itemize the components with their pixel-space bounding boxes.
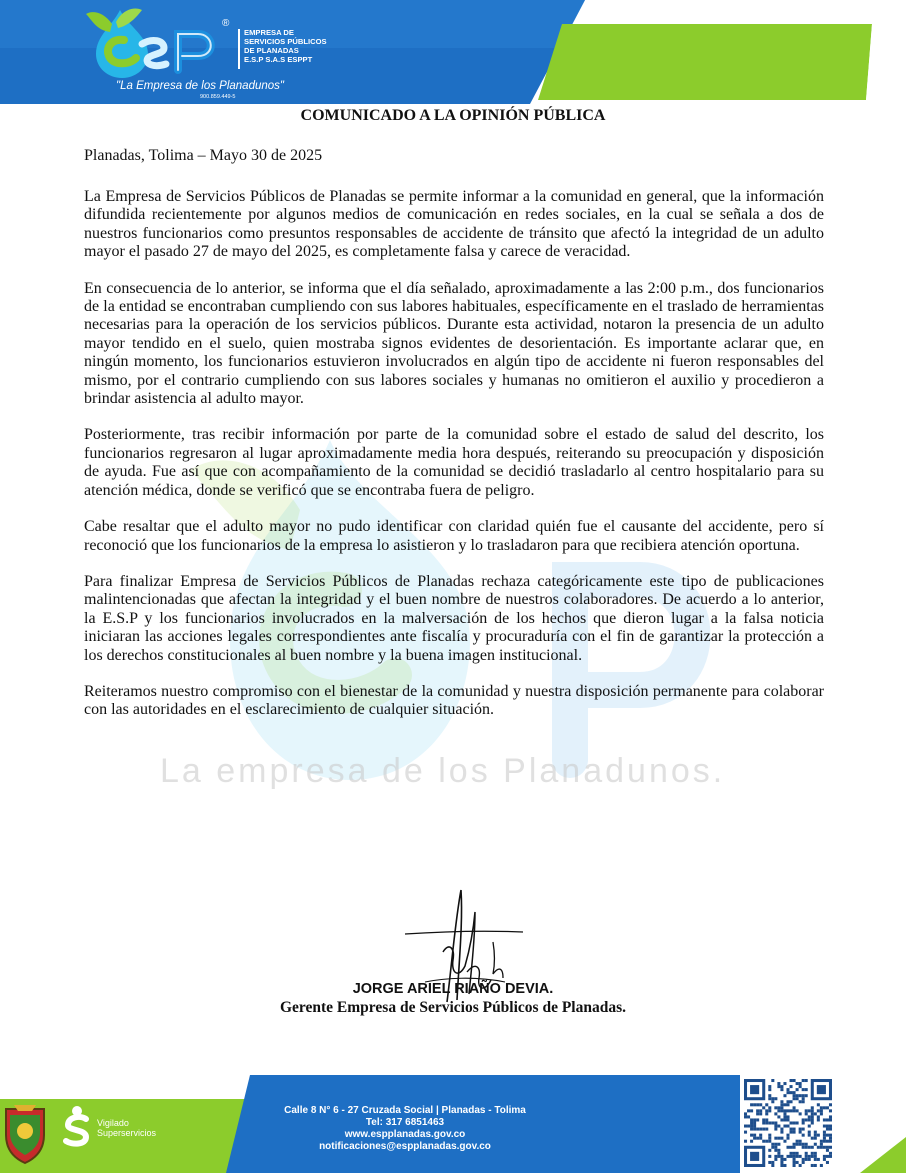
brand-divider bbox=[238, 29, 240, 69]
document-title: COMUNICADO A LA OPINIÓN PÚBLICA bbox=[300, 107, 606, 124]
paragraph: Cabe resaltar que el adulto mayor no pudo identificar con claridad quién fue el causante del accidente, pero sí reconoció que los funcionarios de la empresa lo asistieron y lo trasladaron para que recibiera atención oportuna. bbox=[84, 518, 824, 554]
letterhead-header bbox=[0, 0, 906, 104]
brand-line: EMPRESA DE bbox=[244, 28, 294, 37]
paragraph: Posteriormente, tras recibir información por parte de la comunidad sobre el estado de salud del descrito, los funcionarios regresaron al lugar aproximadamente media hora después, reiterando su preocupación y disposición de ayuda. Fue así que con acompañamiento de la comunidad se decidió trasladarlo al centro hospitalario para su atención médica, donde se verificó que se encontraba fuera de peligro. bbox=[84, 426, 824, 499]
municipal-crest-icon bbox=[2, 1101, 48, 1165]
place-date: Planadas, Tolima – Mayo 30 de 2025 bbox=[84, 147, 323, 164]
paragraph: En consecuencia de lo anterior, se informa que el día señalado, aproximadamente a las 2:00 p.m., dos funcionarios de la entidad se encontraban cumpliendo con sus labores habituales, específicamente en el traslado de herramientas necesarias para la operación de los servicios públicos. Durante esta actividad, notaron la presencia de un adulto mayor tendido en el suelo, quien mostraba signos evidentes de desorientación. Es importante aclarar que, en ningún momento, los funcionarios estuvieron involucrados en algún tipo de accidente ni fueron responsables del mismo, por el contrario cumpliendo con sus labores sociales y humanas no omitieron el auxilio y procedieron a brindar asistencia al adulto mayor. bbox=[84, 279, 824, 408]
qr-code-icon[interactable] bbox=[744, 1079, 832, 1167]
paragraph: Reiteramos nuestro compromiso con el bienestar de la comunidad y nuestra disposición permanente para colaborar con las autoridades en el esclarecimiento de cualquier situación. bbox=[84, 682, 824, 719]
website-link[interactable]: www.espplanadas.gov.co bbox=[344, 1129, 466, 1140]
watermark-slogan: La empresa de los Planadunos. bbox=[160, 752, 726, 790]
address: Calle 8 N° 6 - 27 Cruzada Social | Planadas - Tolima bbox=[284, 1105, 526, 1116]
registered-mark-icon: ® bbox=[222, 18, 230, 29]
document-body bbox=[84, 188, 824, 738]
signer-name: JORGE ARIEL RIAÑO DEVIA. bbox=[352, 981, 554, 997]
signer-title: Gerente Empresa de Servicios Públicos de Planadas. bbox=[279, 999, 627, 1016]
contact-info bbox=[250, 1105, 560, 1153]
brand-line: E.S.P S.A.S ESPPT bbox=[244, 55, 313, 64]
vigilado-line: Superservicios bbox=[97, 1128, 157, 1138]
brand-line: SERVICIOS PÚBLICOS bbox=[244, 37, 327, 46]
paragraph: Para finalizar Empresa de Servicios Públicos de Planadas rechaza categóricamente este tipo de publicaciones malintencionadas que afectan la integridad y el buen nombre de nuestros colaboradores. De acuerdo a lo anterior, la E.S.P y los funcionarios involucrados en la malversación de los hechos que dieron lugar a la falsa noticia iniciaran las acciones legales correspondientes ante fiscalía y procuraduría con el fin de garantizar la protección a los derechos constitucionales al buen nombre y la buena imagen institucional. bbox=[84, 572, 824, 664]
letterhead-footer bbox=[0, 1075, 906, 1173]
nit-number: 900.859.449-5 bbox=[200, 94, 236, 100]
slogan: "La Empresa de los Planadunos" bbox=[116, 80, 284, 92]
company-name-lines bbox=[244, 28, 364, 64]
vigilado-superservicios bbox=[97, 1118, 156, 1138]
email-link[interactable]: notificaciones@espplanadas.gov.co bbox=[319, 1141, 491, 1152]
brand-line: DE PLANADAS bbox=[244, 46, 299, 55]
phone: Tel: 317 6851463 bbox=[365, 1117, 445, 1128]
paragraph: La Empresa de Servicios Públicos de Planadas se permite informar a la comunidad en general, que la información difundida recientemente por algunos medios de comunicación en redes sociales, en la cual se señala a dos de nuestros funcionarios como presuntos responsables de accidente de tránsito que afectó la integridad de un adulto mayor el pasado 27 de mayo del 2025, es completamente falsa y carece de veracidad. bbox=[84, 188, 824, 261]
vigilado-line: Vigilado bbox=[97, 1118, 129, 1128]
superservicios-icon bbox=[62, 1105, 92, 1147]
